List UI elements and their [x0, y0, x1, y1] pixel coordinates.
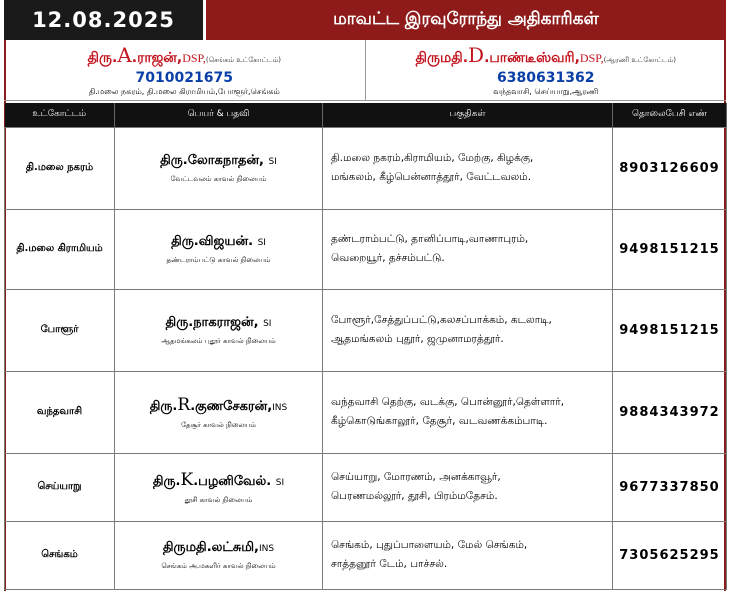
officer-name — [115, 395, 322, 415]
cell-areas — [323, 453, 613, 521]
officer-name — [115, 470, 322, 490]
cell-officer — [115, 371, 323, 453]
officer-station: செங்கம் அ.மகளிர் காவல் நிலையம் — [161, 561, 276, 570]
cell-areas — [323, 209, 613, 289]
rank: SI — [275, 477, 285, 488]
col-header-phone: தொலைபேசி எண் — [613, 103, 727, 127]
header-bar — [4, 0, 726, 40]
cell-subdivision: செய்யாறு — [5, 453, 115, 521]
cell-officer — [115, 521, 323, 589]
cell-phone[interactable]: 9677337850 — [613, 453, 727, 521]
cell-areas — [323, 127, 613, 209]
page-title: மாவட்ட இரவுரோந்து அதிகாரிகள் — [333, 9, 599, 29]
name-prefix: திரு. — [165, 314, 194, 330]
name-text: விஜயன். — [198, 233, 254, 249]
cell-areas — [323, 371, 613, 453]
officer-name-1 — [88, 43, 281, 68]
name-prefix: திரு. — [160, 152, 188, 168]
name-text: நாகராஜன், — [193, 314, 259, 330]
cell-areas — [323, 289, 613, 371]
col-header-subdivision: உட்கோட்டம் — [5, 103, 115, 127]
officer-card-1 — [4, 40, 366, 100]
officer-name-text: .பாண்டீஸ்வரி, — [484, 50, 580, 66]
report-date: 12.08.2025 — [4, 0, 206, 40]
cell-officer — [115, 453, 323, 521]
rank: SI — [263, 318, 272, 329]
table-row — [5, 289, 727, 371]
cell-subdivision: செங்கம் — [5, 521, 115, 589]
officer-areas-1: தி.மலை நகரம், தி.மலை கிராமியம்,போளூர்,செங்கம் — [88, 87, 280, 96]
name-prefix: திருமதி. — [162, 539, 212, 555]
cell-phone[interactable]: 9498151215 — [613, 289, 727, 371]
col-header-name-rank: பெயர் & பதவி — [115, 103, 323, 127]
name-initial: K — [180, 469, 194, 490]
areas-line-2: வெறையூர், தச்சம்பட்டு. — [331, 252, 445, 264]
name-prefix: திரு. — [149, 398, 178, 414]
cell-officer — [115, 127, 323, 209]
areas-line-1: தி.மலை நகரம்,கிராமியம், மேற்கு, கிழக்கு, — [331, 152, 534, 164]
supervising-officers — [4, 40, 726, 101]
areas-line-2: கீழ்கொடுங்காலூர், தேசூர், வடவணக்கம்பாடி. — [331, 415, 548, 427]
officer-areas-2: வந்தவாசி, செய்யாறு,ஆரணி — [493, 87, 599, 96]
col-header-areas: பகுதிகள் — [323, 103, 613, 127]
areas-line-2: ஆதமங்கலம் புதூர், ஜமுனாமரத்தூர். — [331, 333, 504, 345]
name-initial: R — [177, 394, 191, 415]
areas-line-1: செய்யாறு, மோரணம், அனக்காவூர், — [331, 471, 501, 483]
areas-line-2: சாத்தனூர் டேம், பாச்சல். — [331, 558, 448, 570]
areas-line-2: பெரணமல்லூர், தூசி, பிரம்மதேசம். — [331, 490, 498, 502]
officer-name — [115, 153, 322, 169]
table-row — [5, 453, 727, 521]
table-row — [5, 521, 727, 589]
rank: INS — [259, 543, 275, 554]
name-prefix: திரு. — [152, 473, 181, 489]
areas-line-1: போளூர்,சேத்துப்பட்டு,கலசப்பாக்கம், கடலாடி, — [331, 314, 552, 326]
table-row — [5, 127, 727, 209]
cell-phone[interactable]: 9498151215 — [613, 209, 727, 289]
patrol-table — [4, 103, 727, 590]
officer-name — [115, 234, 322, 250]
rank: SI — [257, 237, 266, 248]
name-text: .குணசேகரன், — [190, 398, 273, 414]
cell-phone[interactable]: 9884343972 — [613, 371, 727, 453]
rank: SI — [268, 156, 277, 167]
officer-initial: A — [117, 43, 132, 67]
cell-officer — [115, 209, 323, 289]
cell-phone[interactable]: 8903126609 — [613, 127, 727, 209]
areas-line-1: செங்கம், புதுப்பாளையம், மேல் செங்கம், — [331, 539, 528, 551]
cell-officer — [115, 289, 323, 371]
officer-unit: (செங்கம் உட்கோட்டம்) — [205, 56, 281, 64]
officer-name-2 — [416, 43, 676, 68]
officer-station: வேட்டவலம் காவல் நிலையம் — [170, 174, 267, 183]
cell-phone[interactable]: 7305625295 — [613, 521, 727, 589]
officer-unit: (ஆரணி உட்கோட்டம்) — [603, 56, 676, 64]
areas-line-2: மங்கலம், கீழ்பென்னாத்தூர், வேட்டவலம். — [331, 171, 532, 183]
table-row — [5, 209, 727, 289]
name-text: .பழனிவேல். — [193, 473, 272, 489]
officer-rank: DSP, — [182, 51, 206, 65]
cell-subdivision: தி.மலை நகரம் — [5, 127, 115, 209]
officer-name-text: .ராஜன், — [131, 50, 183, 66]
rank: INS — [272, 402, 288, 413]
officer-phone-1[interactable]: 7010021675 — [135, 70, 233, 86]
officer-card-2 — [366, 40, 727, 100]
officer-station: ஆதமங்கலம் புதூர் காவல் நிலையம் — [161, 336, 276, 345]
officer-title: திரு. — [87, 50, 118, 66]
officer-station: தேசூர் காவல் நிலையம் — [181, 420, 256, 429]
officer-name — [115, 315, 322, 331]
name-prefix: திரு. — [171, 233, 199, 249]
officer-title: திருமதி. — [415, 50, 469, 66]
cell-areas — [323, 521, 613, 589]
cell-subdivision: போளூர் — [5, 289, 115, 371]
table-row — [5, 371, 727, 453]
officer-rank: DSP, — [579, 51, 604, 65]
areas-line-1: வந்தவாசி தெற்கு, வடக்கு, பொன்னூர்,தெள்ளார், — [331, 396, 565, 408]
officer-station: தண்டராம்பட்டு காவல் நிலையம் — [166, 255, 271, 264]
cell-subdivision: வந்தவாசி — [5, 371, 115, 453]
officer-phone-2[interactable]: 6380631362 — [497, 70, 595, 86]
table-header-row — [5, 103, 727, 127]
areas-line-1: தண்டராம்பட்டு, தானிப்பாடி,வாணாபுரம், — [331, 233, 529, 245]
cell-subdivision: தி.மலை கிராமியம் — [5, 209, 115, 289]
officer-initial: D — [468, 43, 485, 67]
officer-station: தூசி காவல் நிலையம் — [184, 495, 253, 504]
officer-name — [115, 540, 322, 556]
name-text: லட்சுமி, — [211, 539, 259, 555]
name-text: லோகநாதன், — [187, 152, 264, 168]
